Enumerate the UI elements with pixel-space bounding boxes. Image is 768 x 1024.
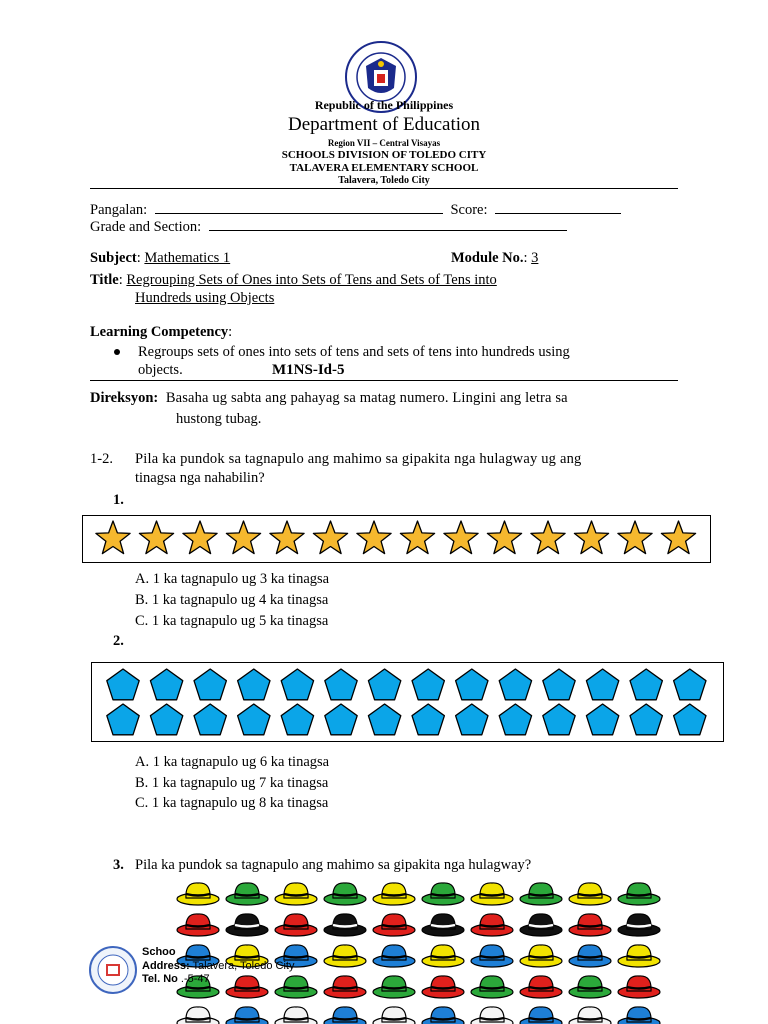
- module-row: Module No.: 3: [451, 250, 544, 267]
- hat-icon: [471, 945, 513, 967]
- star-icon: [183, 521, 217, 554]
- pentagon-icon: [674, 704, 706, 735]
- hats-grid: [170, 876, 670, 1024]
- hat-icon: [422, 883, 464, 905]
- grade-label: Grade and Section:: [90, 219, 202, 235]
- footer-tel-value: .-5-47: [180, 973, 210, 985]
- deped-seal-text: KAGAWARAN NG EDUKASYON · REPUBLIKA NG PILIPINAS: [370, 6, 398, 7]
- pentagon-icon: [456, 704, 488, 735]
- competency-text-2: objects.: [138, 362, 183, 378]
- pentagon-icon: [281, 704, 313, 735]
- pentagon-icon: [412, 669, 444, 700]
- hat-icon: [226, 1007, 268, 1024]
- hat-icon: [226, 883, 268, 905]
- hat-icon: [324, 976, 366, 998]
- hat-icon: [422, 914, 464, 936]
- direction-line-2: hustong tubag.: [176, 411, 262, 427]
- footer-address: [142, 960, 294, 972]
- grade-blank[interactable]: [209, 216, 567, 231]
- direction-label: Direksyon:: [90, 390, 159, 406]
- pentagon-icon: [107, 704, 139, 735]
- region-text: Region VII – Central Visayas: [327, 138, 441, 148]
- pentagon-icon: [543, 669, 575, 700]
- star-icon: [618, 521, 652, 554]
- pentagon-icon: [150, 704, 182, 735]
- module-value: 3: [531, 250, 539, 266]
- subject-value: Mathematics 1: [144, 250, 231, 266]
- name-label: Pangalan:: [90, 202, 148, 218]
- pentagon-icon: [238, 704, 270, 735]
- footer-tel-label: Tel. No: [142, 973, 178, 985]
- footer-school-label: Schoo: [142, 946, 176, 958]
- grade-field-row: [90, 216, 567, 236]
- q2-choice-b[interactable]: B. 1 ka tagnapulo ug 7 ka tinagsa: [135, 775, 329, 791]
- star-icon: [357, 521, 391, 554]
- pentagon-icon: [412, 704, 444, 735]
- hat-icon: [569, 914, 611, 936]
- footer-logo: [88, 945, 138, 995]
- division-text: SCHOOLS DIVISION OF TOLEDO CITY: [281, 149, 487, 161]
- score-label: Score:: [450, 202, 488, 218]
- star-icon: [270, 521, 304, 554]
- pentagon-icon: [368, 669, 400, 700]
- hat-icon: [471, 976, 513, 998]
- title-line-2: Hundreds using Objects: [135, 290, 275, 306]
- hat-icon: [275, 883, 317, 905]
- star-icon: [531, 521, 565, 554]
- q3-number: 3.: [113, 857, 124, 873]
- star-icon: [444, 521, 478, 554]
- pentagon-icon: [674, 669, 706, 700]
- hat-icon: [373, 914, 415, 936]
- hat-icon: [471, 914, 513, 936]
- name-blank[interactable]: [155, 199, 443, 214]
- competency-label: Learning Competency: [90, 324, 229, 340]
- location-text: Talavera, Toledo City: [338, 175, 430, 186]
- bullet-icon: [114, 349, 120, 355]
- q2-choice-c[interactable]: C. 1 ka tagnapulo ug 8 ka tinagsa: [135, 795, 329, 811]
- star-icon: [313, 521, 347, 554]
- hat-icon: [618, 976, 660, 998]
- q1-choice-a[interactable]: A. 1 ka tagnapulo ug 3 ka tinagsa: [135, 571, 330, 587]
- pentagon-icon: [107, 669, 139, 700]
- star-icon: [661, 521, 695, 554]
- q1-choice-c[interactable]: C. 1 ka tagnapulo ug 5 ka tinagsa: [135, 613, 329, 629]
- hat-icon: [520, 976, 562, 998]
- star-icon: [487, 521, 521, 554]
- hat-icon: [618, 883, 660, 905]
- title-line-1: Regrouping Sets of Ones into Sets of Tens and Sets of Tens into: [126, 272, 497, 288]
- hat-icon: [373, 1007, 415, 1024]
- hat-icon: [422, 976, 464, 998]
- star-icon: [226, 521, 260, 554]
- header-divider: [90, 188, 678, 189]
- star-icon: [574, 521, 608, 554]
- q12-line-2: tinagsa nga nahabilin?: [135, 470, 265, 486]
- q12-line-1: Pila ka pundok sa tagnapulo ang mahimo sa gipakita nga hulagway ug ang: [135, 451, 582, 467]
- hat-icon: [275, 914, 317, 936]
- footer-tel: [142, 973, 210, 985]
- hat-icon: [618, 1007, 660, 1024]
- competency-divider: [90, 380, 678, 381]
- subject-label: Subject: [90, 250, 137, 266]
- hat-icon: [569, 976, 611, 998]
- pentagon-icon: [630, 669, 662, 700]
- hat-icon: [520, 914, 562, 936]
- hat-icon: [422, 945, 464, 967]
- pentagons-box: [91, 662, 724, 742]
- pentagon-icon: [194, 704, 226, 735]
- pentagon-icon: [543, 704, 575, 735]
- hat-icon: [324, 914, 366, 936]
- pentagon-icon: [281, 669, 313, 700]
- q1-number: 1.: [113, 492, 124, 508]
- footer-school: [142, 946, 176, 958]
- pentagon-icon: [630, 704, 662, 735]
- competency-code: M1NS-Id-5: [272, 362, 345, 378]
- pentagon-icon: [586, 704, 618, 735]
- pentagon-icon: [325, 704, 357, 735]
- stars-svg: [83, 516, 709, 561]
- hat-icon: [226, 976, 268, 998]
- hat-icon: [373, 883, 415, 905]
- title-row: Title: Regrouping Sets of Ones into Sets of Tens and Sets of Tens into: [90, 272, 497, 288]
- pentagon-icon: [325, 669, 357, 700]
- hat-icon: [569, 1007, 611, 1024]
- hat-icon: [471, 883, 513, 905]
- pentagon-icon: [499, 704, 531, 735]
- competency-heading: Learning Competency:: [90, 324, 233, 340]
- hat-icon: [520, 945, 562, 967]
- direction-row: [90, 390, 568, 407]
- pentagon-icon: [456, 669, 488, 700]
- competency-text-1: Regroups sets of ones into sets of tens and sets of tens into hundreds using: [138, 344, 570, 360]
- hat-icon: [618, 945, 660, 967]
- module-label: Module No.: [451, 250, 524, 266]
- q3-text: Pila ka pundok sa tagnapulo ang mahimo sa gipakita nga hulagway?: [135, 857, 532, 873]
- hat-icon: [520, 1007, 562, 1024]
- stars-box: [82, 515, 711, 563]
- hat-icon: [275, 1007, 317, 1024]
- direction-line-1: Basaha ug sabta ang pahayag sa matag numero. Lingini ang letra sa: [165, 390, 568, 406]
- hat-icon: [177, 1007, 219, 1024]
- hat-icon: [324, 1007, 366, 1024]
- department-text: Department of Education: [287, 114, 481, 135]
- star-icon: [96, 521, 130, 554]
- hat-icon: [471, 1007, 513, 1024]
- pentagon-icon: [499, 669, 531, 700]
- hat-icon: [569, 945, 611, 967]
- pentagon-icon: [194, 669, 226, 700]
- pentagon-icon: [368, 704, 400, 735]
- q1-choice-b[interactable]: B. 1 ka tagnapulo ug 4 ka tinagsa: [135, 592, 329, 608]
- star-icon: [139, 521, 173, 554]
- title-label: Title: [90, 272, 119, 288]
- q2-choice-a[interactable]: A. 1 ka tagnapulo ug 6 ka tinagsa: [135, 754, 330, 770]
- hat-icon: [618, 914, 660, 936]
- republic-text: Republic of the Philippines: [314, 98, 454, 112]
- school-logo-icon: [88, 945, 138, 995]
- hat-icon: [226, 914, 268, 936]
- q2-number: 2.: [113, 633, 124, 649]
- score-blank[interactable]: [495, 199, 621, 214]
- hat-icon: [373, 976, 415, 998]
- hat-icon: [324, 883, 366, 905]
- hat-icon: [422, 1007, 464, 1024]
- school-text: TALAVERA ELEMENTARY SCHOOL: [289, 162, 479, 174]
- pentagon-icon: [150, 669, 182, 700]
- pentagon-icon: [586, 669, 618, 700]
- pentagon-icon: [238, 669, 270, 700]
- pentagons-svg: [92, 663, 722, 740]
- hat-icon: [275, 976, 317, 998]
- footer-address-value: Talavera, Toledo City: [192, 960, 295, 972]
- hat-icon: [324, 945, 366, 967]
- subject-row: Subject: Mathematics 1: [90, 250, 231, 266]
- q12-number: 1-2.: [90, 451, 113, 467]
- hat-icon: [177, 914, 219, 936]
- hat-icon: [373, 945, 415, 967]
- star-icon: [400, 521, 434, 554]
- footer-address-label: Address:: [142, 960, 190, 972]
- hat-icon: [520, 883, 562, 905]
- hat-icon: [569, 883, 611, 905]
- hat-icon: [177, 883, 219, 905]
